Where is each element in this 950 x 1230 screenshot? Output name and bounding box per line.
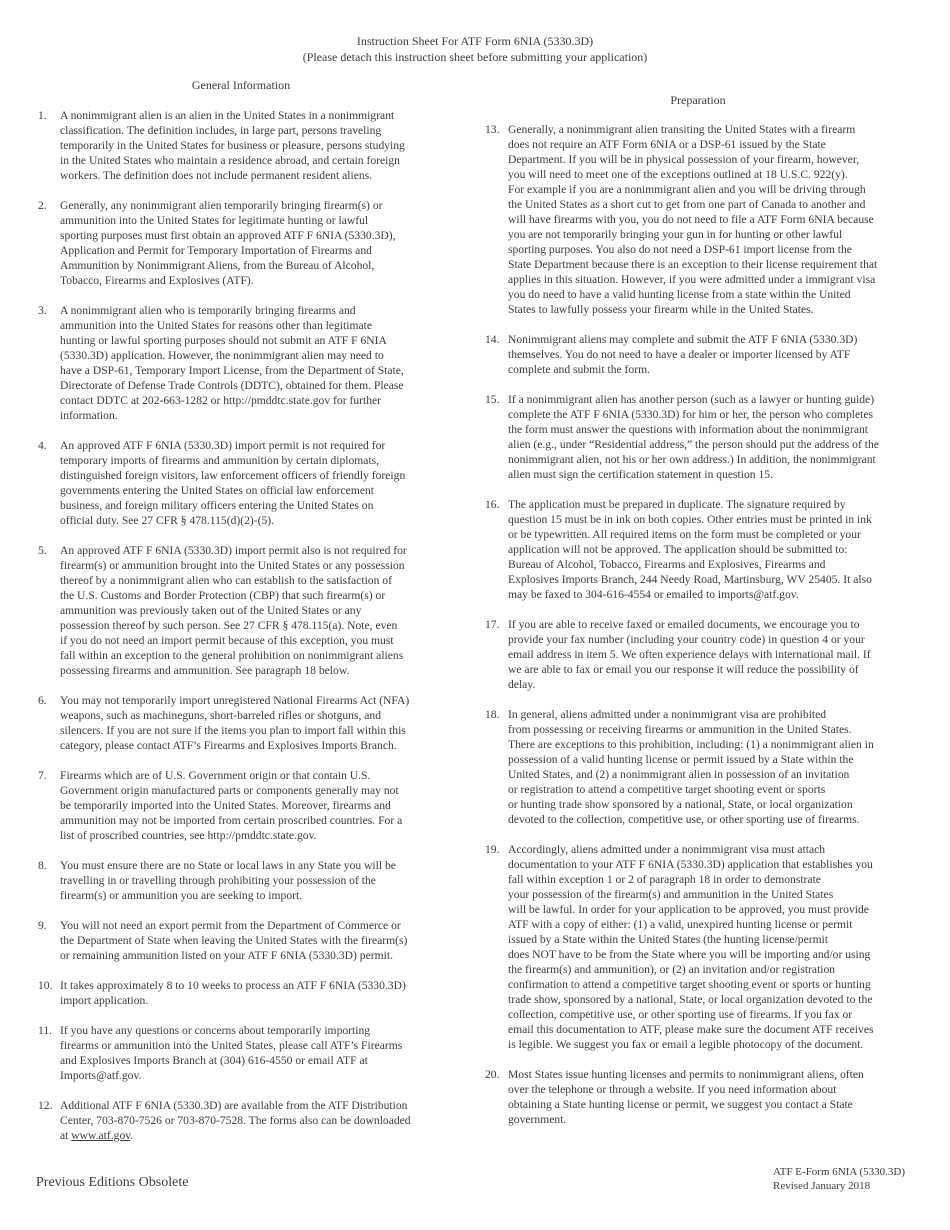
- instruction-item: [478, 392, 910, 482]
- item-line: Nonimmigrant aliens may complete and submit the ATF F 6NIA (5330.3D): [508, 333, 858, 346]
- instruction-item: [30, 543, 442, 678]
- item-line: business, and foreign military officers entering the United States on: [60, 499, 374, 512]
- item-line: An approved ATF F 6NIA (5330.3D) import permit also is not required for: [60, 544, 407, 557]
- item-number: 16.: [485, 498, 500, 511]
- item-line: obtaining a State hunting license or permit, we suggest you contact a State: [508, 1098, 853, 1111]
- item-line: collection, competitive use, or other sporting use of firearms. If you fax or: [508, 1008, 853, 1021]
- item-line: or be typewritten. All required items on the form must be completed or your: [508, 528, 861, 541]
- item-line: over the telephone or through a website. If you need information about: [508, 1083, 837, 1096]
- instruction-item: [30, 978, 442, 1008]
- instruction-item: [30, 108, 442, 183]
- item-line: If a nonimmigrant alien has another person (such as a lawyer or hunting guide): [508, 393, 875, 406]
- instruction-item: [478, 332, 910, 377]
- item-number: 19.: [485, 843, 500, 856]
- item-number: 12.: [38, 1099, 53, 1112]
- item-line: import application.: [60, 994, 149, 1007]
- item-line: application will not be approved. The application should be submitted to:: [508, 543, 848, 556]
- item-line: government.: [508, 1113, 567, 1126]
- item-line: There are exceptions to this prohibition, including: (1) a nonimmigrant alien in: [508, 738, 874, 751]
- item-number: 7.: [38, 769, 47, 782]
- item-line: you do need to have a valid hunting license from a state within the United: [508, 288, 851, 301]
- item-line: ammunition may not be imported from certain proscribed countries. For a: [60, 814, 403, 827]
- item-line: in the United States who maintain a residence abroad, and certain foreign: [60, 154, 400, 167]
- item-line: confirmation to attend a competitive target shooting event or sports or hunting: [508, 978, 871, 991]
- item-line: Ammunition by Nonimmigrant Aliens, from the Bureau of Alcohol,: [60, 259, 375, 272]
- item-number: 1.: [38, 109, 47, 122]
- item-line: alien (e.g., under “Residential address,” the person should put the address of the: [508, 438, 879, 451]
- item-number: 13.: [485, 123, 500, 136]
- item-line: Government origin manufactured parts or components generally may not: [60, 784, 399, 797]
- item-line: nonimmigrant alien, not his or her own address.) In addition, the nonimmigrant: [508, 453, 876, 466]
- instruction-item: [478, 497, 910, 602]
- item-line: does NOT have to be from the State where you will be importing and/or using: [508, 948, 871, 961]
- item-line: Tobacco, Firearms and Explosives (ATF).: [60, 274, 254, 287]
- item-line: the United States as a short cut to get from one part of Canada to another and: [508, 198, 866, 211]
- item-line: complete and submit the form.: [508, 363, 650, 376]
- item-line: Bureau of Alcohol, Tobacco, Firearms and Explosives, Firearms and: [508, 558, 826, 571]
- item-line: fall within an exception to the general prohibition on nonimmigrant aliens: [60, 649, 404, 662]
- item-line: we are able to fax or email you our response it will reduce the possibility of: [508, 663, 859, 676]
- instruction-item: [30, 1098, 442, 1143]
- item-line: alien must sign the certification statement in question 15.: [508, 468, 773, 481]
- item-line: does not require an ATF Form 6NIA or a DSP-61 issued by the State: [508, 138, 826, 151]
- item-line: contact DDTC at 202-663-1282 or http://pmddtc.state.gov for further: [60, 394, 382, 407]
- item-line: ammunition into the United States for reasons other than legitimate: [60, 319, 372, 332]
- instruction-item: [30, 1023, 442, 1083]
- instruction-item: [30, 918, 442, 963]
- general-information-column: [30, 108, 442, 1158]
- item-line: Most States issue hunting licenses and permits to nonimmigrant aliens, often: [508, 1068, 864, 1081]
- item-line: If you are able to receive faxed or emailed documents, we encourage you to: [508, 618, 860, 631]
- item-line: ATF with a copy of either: (1) a valid, unexpired hunting license or permit: [508, 918, 853, 931]
- instruction-item: [30, 438, 442, 528]
- item-line: be temporarily imported into the United States. Moreover, firearms and: [60, 799, 391, 812]
- item-line: Department. If you will be in physical possession of your firearm, however,: [508, 153, 860, 166]
- item-line-suffix: .: [130, 1129, 134, 1142]
- item-line: or hunting trade show sponsored by a national, State, or local organization: [508, 798, 853, 811]
- item-line: An approved ATF F 6NIA (5330.3D) import permit is not required for: [60, 439, 386, 452]
- item-line: trade show, sponsored by a national, State, or local organization devoted to the: [508, 993, 873, 1006]
- item-line: delay.: [508, 678, 536, 691]
- item-line: the Department of State when leaving the United States with the firearm(s): [60, 934, 408, 947]
- item-number: 5.: [38, 544, 47, 557]
- item-line: information.: [60, 409, 118, 422]
- item-line: Explosives Imports Branch, 244 Needy Road, Martinsburg, WV 25405. It also: [508, 573, 872, 586]
- item-number: 20.: [485, 1068, 500, 1081]
- item-line: applies in this situation. However, if you were admitted under a immigrant visa: [508, 273, 876, 286]
- item-number: 8.: [38, 859, 47, 872]
- item-line: issued by a State within the United States (the hunting license/permit: [508, 933, 829, 946]
- instruction-item: [30, 693, 442, 753]
- item-line: devoted to the collection, competitive use, or other sporting use of firearms.: [508, 813, 860, 826]
- item-line: fall within exception 1 or 2 of paragraph 18 in order to demonstrate: [508, 873, 821, 886]
- item-line: A nonimmigrant alien is an alien in the United States in a nonimmigrant: [60, 109, 395, 122]
- item-line: You may not temporarily import unregistered National Firearms Act (NFA): [60, 694, 410, 707]
- item-line: weapons, such as machineguns, short-barreled rifles or shotguns, and: [60, 709, 382, 722]
- item-line: will have firearms with you, you do not need to file a ATF Form 6NIA because: [508, 213, 874, 226]
- item-line: the firearm(s) and ammunition), or (2) an invitation and/or registration: [508, 963, 836, 976]
- instruction-item: [478, 1067, 910, 1127]
- item-line: temporarily in the United States for business or pleasure, persons studying: [60, 139, 405, 152]
- instruction-item: [30, 858, 442, 903]
- item-line: email this documentation to ATF, please make sure the document ATF receives: [508, 1023, 874, 1036]
- item-line: have a DSP-61, Temporary Import License, from the Department of State,: [60, 364, 404, 377]
- item-line: For example if you are a nonimmigrant alien and you will be driving through: [508, 183, 866, 196]
- item-line: and Explosives Imports Branch at (304) 616-4550 or email ATF at: [60, 1054, 368, 1067]
- item-number: 10.: [38, 979, 53, 992]
- item-line: if you do not need an import permit because of this exception, you must: [60, 634, 394, 647]
- item-number: 11.: [38, 1024, 53, 1037]
- item-line: In general, aliens admitted under a nonimmigrant visa are prohibited: [508, 708, 827, 721]
- item-line: A nonimmigrant alien who is temporarily bringing firearms and: [60, 304, 356, 317]
- item-line: It takes approximately 8 to 10 weeks to process an ATF F 6NIA (5330.3D): [60, 979, 406, 992]
- item-line: your possession of the firearm(s) and ammunition in the United States: [508, 888, 834, 901]
- item-line-prefix: at: [60, 1129, 72, 1142]
- item-line: Additional ATF F 6NIA (5330.3D) are available from the ATF Distribution: [60, 1099, 408, 1112]
- item-line: workers. The definition does not include permanent resident aliens.: [60, 169, 373, 182]
- item-line: ammunition was previously taken out of the United States or any: [60, 604, 362, 617]
- item-number: 2.: [38, 199, 47, 212]
- item-number: 14.: [485, 333, 500, 346]
- preparation-column: [478, 122, 910, 1142]
- item-line: official duty. See 27 CFR § 478.115(d)(2)-(5).: [60, 514, 275, 527]
- instruction-item: [30, 768, 442, 843]
- item-line: ammunition into the United States for legitimate hunting or lawful: [60, 214, 369, 227]
- item-line: possession of a valid hunting license or permit issued by a State within the: [508, 753, 854, 766]
- item-number: 4.: [38, 439, 47, 452]
- item-line: (5330.3D) application. However, the nonimmigrant alien may need to: [60, 349, 384, 362]
- instruction-item: [478, 617, 910, 692]
- item-line: the U.S. Customs and Border Protection (CBP) that such firearm(s) or: [60, 589, 386, 602]
- item-line: sporting purposes must first obtain an approved ATF F 6NIA (5330.3D),: [60, 229, 396, 242]
- item-line: firearm(s) or ammunition brought into the United States or any possession: [60, 559, 405, 572]
- item-line: you will need to meet one of the exceptions outlined at 18 U.S.C. 922(y).: [508, 168, 848, 181]
- item-line: thereof by a nonimmigrant alien who can establish to the satisfaction of: [60, 574, 392, 587]
- item-line: email address in item 5. We often experience delays with international mail. If: [508, 648, 871, 661]
- item-line: If you have any questions or concerns about temporarily importing: [60, 1024, 371, 1037]
- item-line: complete the ATF F 6NIA (5330.3D) for him or her, the person who completes: [508, 408, 873, 421]
- instruction-item: [478, 707, 910, 827]
- item-line: Center, 703-870-7526 or 703-870-7528. The forms also can be downloaded: [60, 1114, 411, 1127]
- item-line: Imports@atf.gov.: [60, 1069, 142, 1082]
- instruction-item: [478, 842, 910, 1052]
- item-line: States to lawfully possess your firearm while in the United States.: [508, 303, 814, 316]
- item-line: will be lawful. In order for your application to be approved, you must provide: [508, 903, 869, 916]
- item-line: from possessing or receiving firearms or ammunition in the United States.: [508, 723, 852, 736]
- item-line: temporary imports of firearms and ammunition by certain diplomats,: [60, 454, 380, 467]
- page-header: [0, 34, 950, 65]
- preparation-heading: Preparation: [670, 93, 726, 107]
- general-information-heading: General Information: [191, 78, 291, 92]
- item-line: silencers. If you are not sure if the items you plan to import fall within this: [60, 724, 406, 737]
- item-line: Generally, any nonimmigrant alien temporarily bringing firearm(s) or: [60, 199, 383, 212]
- page-title: Instruction Sheet For ATF Form 6NIA (5330.3D): [356, 34, 594, 48]
- item-number: 6.: [38, 694, 47, 707]
- item-line: is legible. We suggest you fax or email a legible photocopy of the document.: [508, 1038, 864, 1051]
- item-line: You must ensure there are no State or local laws in any State you will be: [60, 859, 396, 872]
- item-line: Generally, a nonimmigrant alien transiting the United States with a firearm: [508, 123, 856, 136]
- item-line: sporting purposes. You also do not need a DSP-61 import license from the: [508, 243, 852, 256]
- form-identifier: [773, 1166, 905, 1193]
- item-line: distinguished foreign visitors, law enforcement officers of friendly foreign: [60, 469, 406, 482]
- item-line: possession thereof by such person. See 27 CFR § 478.115(a). Note, even: [60, 619, 398, 632]
- item-line: governments entering the United States on official law enforcement: [60, 484, 375, 497]
- atf-website-link[interactable]: www.atf.gov: [71, 1129, 131, 1142]
- item-line: The application must be prepared in duplicate. The signature required by: [508, 498, 846, 511]
- instruction-item: [30, 198, 442, 288]
- item-line: the form must answer the questions with information about the nonimmigrant: [508, 423, 868, 436]
- item-line: category, please contact ATF’s Firearms and Explosives Imports Branch.: [60, 739, 397, 752]
- item-line: Firearms which are of U.S. Government origin or that contain U.S.: [60, 769, 371, 782]
- item-line: classification. The definition includes, in large part, persons traveling: [60, 124, 382, 137]
- item-line: themselves. You do not need to have a dealer or importer licensed by ATF: [508, 348, 851, 361]
- item-line: United States, and (2) a nonimmigrant alien in possession of an invitation: [508, 768, 850, 781]
- item-line: documentation to your ATF F 6NIA (5330.3D) application that establishes you: [508, 858, 873, 871]
- item-line: you are not temporarily bringing your gun in for hunting or other lawful: [508, 228, 843, 241]
- item-line: travelling in or travelling through prohibiting your possession of the: [60, 874, 376, 887]
- item-number: 18.: [485, 708, 500, 721]
- item-number: 15.: [485, 393, 500, 406]
- item-line: or registration to attend a competitive target shooting event or sports: [508, 783, 826, 796]
- item-line: Accordingly, aliens admitted under a nonimmigrant visa must attach: [508, 843, 826, 856]
- page-subtitle: (Please detach this instruction sheet before submitting your application): [302, 49, 648, 64]
- item-line: provide your fax number (including your country code) in question 4 or your: [508, 633, 865, 646]
- item-number: 9.: [38, 919, 47, 932]
- item-line: may be faxed to 304-616-4554 or emailed to imports@atf.gov.: [508, 588, 799, 601]
- instruction-item: [30, 303, 442, 423]
- item-line: firearms or ammunition into the United States, please call ATF’s Firearms: [60, 1039, 403, 1052]
- instruction-item: [478, 122, 910, 317]
- item-number: 3.: [38, 304, 47, 317]
- item-line: State Department because there is an exception to their license requirement that: [508, 258, 878, 271]
- item-number: 17.: [485, 618, 500, 631]
- form-id: ATF E-Form 6NIA (5330.3D): [773, 1166, 905, 1178]
- item-line: possessing firearms and ammunition. See paragraph 18 below.: [60, 664, 350, 677]
- revision-date: Revised January 2018: [773, 1179, 871, 1192]
- item-line: question 15 must be in ink on both copies. Other entries must be printed in ink: [508, 513, 872, 526]
- item-line: You will not need an export permit from the Department of Commerce or: [60, 919, 401, 932]
- previous-editions-note: Previous Editions Obsolete: [36, 1175, 189, 1190]
- item-line: [60, 1128, 442, 1143]
- item-line: hunting or lawful sporting purposes should not submit an ATF F 6NIA: [60, 334, 387, 347]
- item-line: or remaining ammunition listed on your ATF F 6NIA (5330.3D) permit.: [60, 949, 393, 962]
- item-line: Directorate of Defense Trade Controls (DDTC), obtained for them. Please: [60, 379, 404, 392]
- item-line: Application and Permit for Temporary Importation of Firearms and: [60, 244, 372, 257]
- item-line: firearm(s) or ammunition you are seeking to import.: [60, 889, 303, 902]
- item-line: list of proscribed countries, see http://pmddtc.state.gov.: [60, 829, 317, 842]
